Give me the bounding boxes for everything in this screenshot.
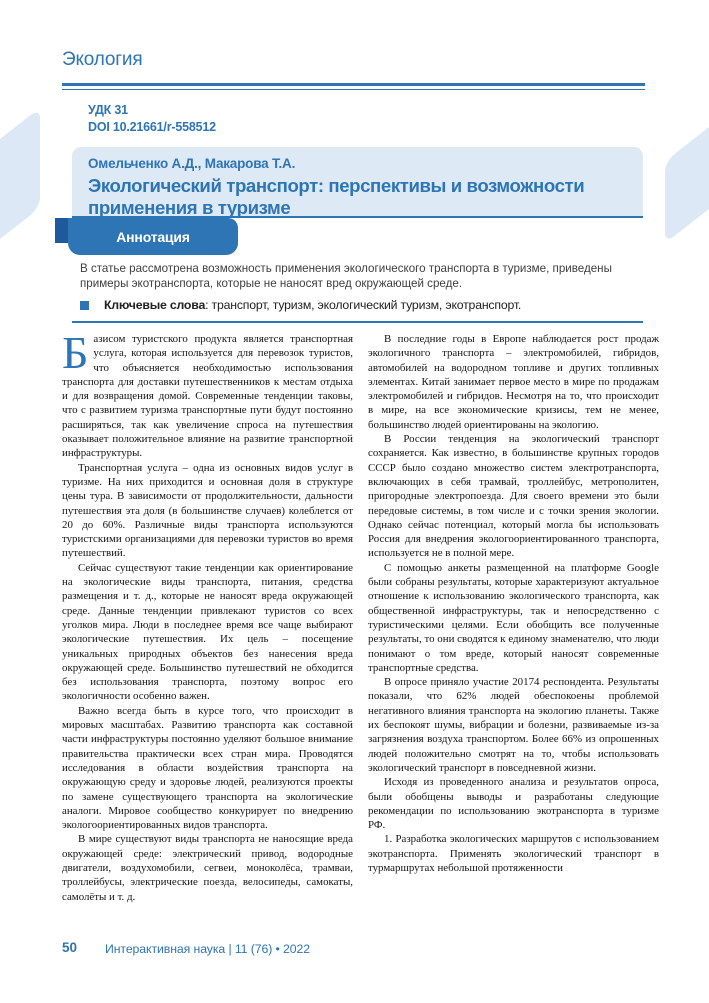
journal-footer-line: Интерактивная наука | 11 (76) • 2022	[105, 942, 310, 956]
paragraph	[62, 332, 353, 461]
article-body	[62, 332, 659, 938]
paragraph: В последние годы в Европе наблюдается рост продаж экологичного транспорта – электромобилей, гибридов, автомобилей на водородном топливе и других топливных элементах. Китай занимает первое место в мире по продажам электромобилей и гибридов. Несмотря на то, что происходит в мире, на все экономические кризисы, тем не менее, большинство людей ориентированы на экологию.	[368, 333, 659, 431]
corner-decoration-left	[0, 108, 40, 249]
paragraph: Важно всегда быть в курсе того, что происходит в мировых масштабах. Развитию транспорта как составной части инфраструктуры постоянно уделяют большое внимание правительства практически всех стран мира. Проводятся исследования в области воздействия транспорта на окружающую среду и здоровье людей, реализуются проекты по замене существующего транспорта на экологические аналоги. Мировое сообщество конкурирует по внедрению экологоориентированных видов транспорта.	[62, 704, 353, 832]
keywords-label: Ключевые слова	[104, 298, 206, 312]
page-number: 50	[62, 940, 78, 955]
doi-code: DOI 10.21661/r-558512	[88, 120, 216, 134]
dropcap-letter: Б	[62, 332, 89, 378]
udk-code: УДК 31	[88, 103, 128, 117]
paragraph: В мире существуют виды транспорта не наносящие вреда окружающей среде: электрический привод, водородные двигатели, воздухомобили, сегвеи, моноколёса, трамваи, троллейбусы, электрические поезда, велосипеды, самокаты, самолёты и т. д.	[62, 833, 353, 903]
paragraph: Транспортная услуга – одна из основных видов услуг в туризме. На них приходится и основная доля в структуре цены тура. В зависимости от продолжительности, дальности путешествия эта доля (в большинстве случаев) колеблется от 20 до 60%. Различные виды транспорта используются туристскими организациями для перевозки туристов во время путешествий.	[62, 461, 353, 560]
section-header: Экология	[62, 49, 143, 70]
keywords-values: : транспорт, туризм, экологический туризм, экотранспорт.	[205, 298, 522, 312]
abstract-text: В статье рассмотрена возможность применения экологического транспорта в туризме, приведены примеры экотранспорта, которые не наносят вред окружающей среде.	[80, 262, 612, 290]
paragraph-text: азисом туристского продукта является транспортная услуга, которая используется для перевозок туристов, что объясняется необходимостью использования транспорта для доставки путешественников к местам отдыха и для возвращения домой. Современные тенденции таковы, что с развитием туризма транспортные пути будут постоянно расширяться, так как увеличение спроса на путешествия оказывает положительное влияние на развитие транспортной инфраструктуры.	[62, 333, 353, 460]
left-column	[62, 332, 353, 938]
annotation-badge	[68, 218, 238, 255]
square-bullet-icon	[80, 301, 89, 310]
header-divider	[62, 83, 645, 90]
keywords-row	[80, 298, 642, 312]
authors: Омельченко А.Д., Макарова Т.А.	[88, 156, 296, 171]
right-column	[368, 332, 659, 938]
paragraph: 1. Разработка экологических маршрутов с использованием экотранспорта. Применять экологический транспорт в турмаршрутах небольшой протяженности	[368, 833, 659, 874]
paragraph: Сейчас существуют такие тенденции как ориентирование на экологические виды транспорта, питания, средства размещения и т. д., которые не наносят вреда окружающей среде. Данные тенденции привлекают туристов со всех уголков мира. Люди в последнее время все чаще выбирают экологические путешествия. Их цель – посещение уникальных природных объектов без нанесения вреда окружающей среде. Большинство путешествий не обходится без использования транспорта, поэтому вопрос его экологичности особенно важен.	[62, 561, 353, 703]
article-meta	[88, 102, 216, 136]
keywords-divider	[72, 321, 643, 323]
corner-decoration-right	[665, 115, 709, 244]
paragraph: В России тенденция на экологический транспорт сохраняется. Как известно, в большинстве крупных городов СССР было создано множество систем электротранспорта, включающих в себя трамвай, троллейбус, метрополитен, пригородные электропоезда. Для своего времени это были передовые системы, в том числе и с точки зрения экологии. Однако сейчас потенциал, который могла бы использовать Россия для внедрения экологоориентированного транспорта, используется не в полной мере.	[368, 433, 659, 560]
paragraph: В опросе приняло участие 20174 респондента. Результаты показали, что 62% людей обеспокоены проблемой негативного влияния транспорта на экологию планеты. Также их беспокоят шумы, вибрации и болезни, развиваемые из-за загрязнения воздуха транспортом. Более 66% из опрошенных людей положительно смотрят на то, чтобы использовать экологический транспорт в повседневной жизни.	[368, 676, 659, 774]
paragraph: С помощью анкеты размещенной на платформе Google были собраны результаты, которые характеризуют актуальное отношение к использованию экологического транспорта, как общественной инфраструктуры, так и непосредственно с туристическими целями. Если обобщить все полученные результаты, то они сводятся к единому знаменателю, что люди понимают о том вреде, который наносят современные транспортные средства.	[368, 561, 659, 674]
paragraph: Исходя из проведенного анализа и результатов опроса, были обобщены выводы и разработаны следующие рекомендации по использованию экотранспорта в туризме РФ.	[368, 776, 659, 832]
annotation-label: Аннотация	[116, 228, 190, 245]
title-box	[72, 147, 643, 216]
article-title: Экологический транспорт: перспективы и возможности применения в туризме	[88, 175, 585, 218]
